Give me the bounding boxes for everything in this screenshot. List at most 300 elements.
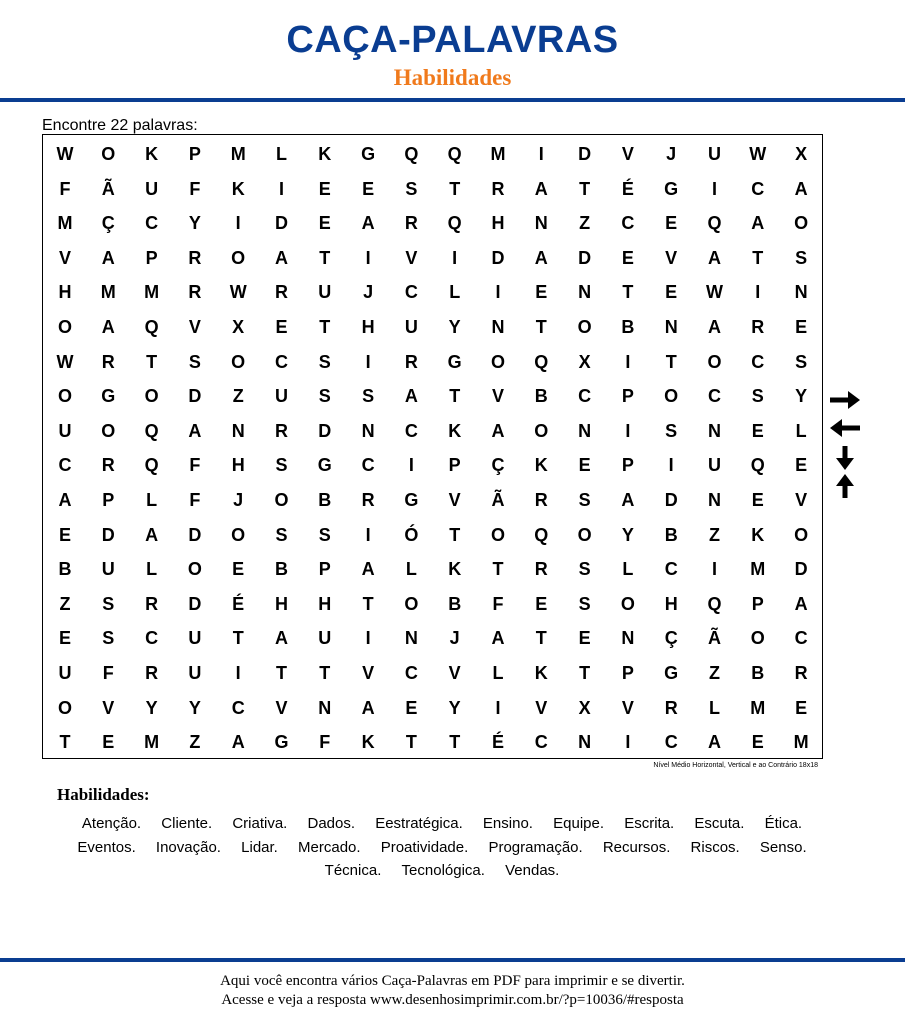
grid-cell[interactable]: O — [144, 386, 159, 407]
grid-cell[interactable]: T — [449, 178, 461, 199]
grid-cell[interactable]: E — [578, 455, 591, 476]
grid-cell[interactable]: Q — [144, 317, 159, 337]
grid-cell[interactable]: Q — [534, 524, 549, 545]
grid-cell[interactable]: C — [794, 628, 808, 649]
grid-cell[interactable]: V — [535, 697, 548, 718]
grid-cell[interactable]: I — [625, 351, 631, 372]
grid-cell[interactable]: R — [275, 282, 288, 303]
grid-cell[interactable]: E — [318, 178, 331, 199]
grid-cell[interactable]: G — [101, 386, 116, 407]
grid-cell[interactable]: E — [232, 559, 245, 580]
grid-cell[interactable]: T — [622, 282, 634, 303]
grid-cell[interactable]: E — [751, 732, 764, 753]
grid-cell[interactable]: E — [405, 697, 418, 718]
grid-cell[interactable]: D — [491, 247, 505, 268]
grid-cell[interactable]: A — [145, 524, 159, 545]
grid-cell[interactable]: Ç — [101, 213, 115, 234]
grid-cell[interactable]: P — [102, 490, 115, 510]
grid-cell[interactable]: E — [665, 282, 678, 303]
grid-cell[interactable]: G — [361, 144, 376, 164]
grid-cell[interactable]: M — [750, 559, 766, 580]
grid-cell[interactable]: N — [794, 282, 808, 303]
grid-cell[interactable]: O — [231, 524, 246, 545]
grid-cell[interactable]: S — [665, 420, 678, 441]
grid-cell[interactable]: K — [448, 420, 462, 441]
grid-cell[interactable]: O — [274, 490, 289, 510]
grid-cell[interactable]: L — [709, 697, 720, 718]
grid-cell[interactable]: N — [578, 732, 592, 753]
grid-cell[interactable]: E — [621, 247, 634, 268]
grid-cell[interactable]: T — [232, 628, 244, 649]
grid-cell[interactable]: C — [145, 628, 159, 649]
grid-cell[interactable]: L — [405, 559, 417, 580]
grid-cell[interactable]: Q — [707, 593, 722, 614]
grid-cell[interactable]: I — [452, 247, 458, 268]
grid-cell[interactable]: C — [404, 420, 418, 441]
grid-cell[interactable]: T — [665, 351, 677, 372]
grid-cell[interactable]: I — [365, 524, 371, 545]
grid-cell[interactable]: M — [793, 732, 809, 753]
grid-cell[interactable]: V — [102, 697, 115, 718]
grid-cell[interactable]: U — [58, 420, 72, 441]
grid-cell[interactable]: C — [751, 351, 765, 372]
grid-cell[interactable]: I — [668, 455, 674, 476]
grid-cell[interactable]: S — [318, 386, 331, 407]
grid-cell[interactable]: V — [188, 317, 201, 337]
grid-cell[interactable]: B — [751, 663, 765, 683]
grid-cell[interactable]: N — [361, 420, 375, 441]
grid-cell[interactable]: H — [58, 282, 72, 303]
grid-cell[interactable]: O — [534, 420, 549, 441]
grid-cell[interactable]: Ç — [664, 628, 678, 649]
grid-cell[interactable]: G — [447, 351, 462, 372]
grid-cell[interactable]: Z — [579, 213, 591, 234]
grid-cell[interactable]: A — [275, 247, 288, 268]
grid-cell[interactable]: R — [101, 455, 115, 476]
grid-cell[interactable]: A — [534, 247, 548, 268]
grid-cell[interactable]: R — [145, 593, 159, 614]
grid-cell[interactable]: A — [231, 732, 245, 753]
grid-cell[interactable]: G — [664, 178, 679, 199]
grid-cell[interactable]: L — [622, 559, 634, 580]
grid-cell[interactable]: S — [405, 178, 418, 199]
grid-cell[interactable]: V — [665, 247, 678, 268]
grid-cell[interactable]: O — [101, 144, 116, 164]
grid-cell[interactable]: E — [362, 178, 375, 199]
grid-cell[interactable]: G — [664, 663, 679, 683]
grid-cell[interactable]: Q — [750, 455, 765, 476]
grid-cell[interactable]: E — [751, 420, 764, 441]
grid-cell[interactable]: C — [664, 559, 678, 580]
grid-cell[interactable]: Ã — [708, 628, 721, 649]
grid-cell[interactable]: M — [144, 282, 160, 303]
grid-cell[interactable]: M — [230, 144, 246, 164]
grid-cell[interactable]: E — [751, 490, 764, 510]
grid-cell[interactable]: G — [317, 455, 332, 476]
grid-cell[interactable]: N — [664, 317, 678, 337]
grid-cell[interactable]: P — [621, 663, 634, 683]
grid-cell[interactable]: A — [491, 420, 505, 441]
grid-cell[interactable]: O — [490, 524, 505, 545]
grid-cell[interactable]: Y — [795, 386, 808, 407]
grid-cell[interactable]: N — [231, 420, 245, 441]
grid-cell[interactable]: Ç — [491, 455, 505, 476]
grid-cell[interactable]: H — [231, 455, 245, 476]
grid-cell[interactable]: P — [621, 455, 634, 476]
grid-cell[interactable]: V — [795, 490, 808, 510]
grid-cell[interactable]: D — [188, 386, 202, 407]
grid-cell[interactable]: T — [579, 178, 591, 199]
grid-cell[interactable]: T — [146, 351, 158, 372]
grid-cell[interactable]: O — [404, 593, 419, 614]
grid-cell[interactable]: Z — [59, 593, 71, 614]
grid-cell[interactable]: K — [534, 663, 548, 683]
grid-cell[interactable]: J — [233, 490, 244, 510]
grid-cell[interactable]: U — [404, 317, 418, 337]
grid-cell[interactable]: C — [404, 282, 418, 303]
grid-cell[interactable]: R — [794, 663, 808, 683]
grid-cell[interactable]: A — [361, 213, 375, 234]
grid-cell[interactable]: E — [795, 455, 808, 476]
grid-cell[interactable]: O — [490, 351, 505, 372]
grid-cell[interactable]: F — [102, 663, 114, 683]
grid-cell[interactable]: K — [231, 178, 245, 199]
grid-cell[interactable]: A — [101, 317, 115, 337]
grid-cell[interactable]: R — [534, 490, 548, 510]
grid-cell[interactable]: U — [101, 559, 115, 580]
grid-cell[interactable]: D — [275, 213, 288, 234]
grid-cell[interactable]: O — [187, 559, 202, 580]
grid-cell[interactable]: S — [102, 628, 115, 649]
grid-cell[interactable]: O — [231, 247, 246, 268]
grid-cell[interactable]: I — [625, 420, 631, 441]
grid-cell[interactable]: I — [235, 213, 241, 234]
grid-cell[interactable]: S — [362, 386, 375, 407]
grid-cell[interactable]: P — [145, 247, 158, 268]
grid-cell[interactable]: N — [404, 628, 418, 649]
grid-cell[interactable]: I — [408, 455, 414, 476]
grid-cell[interactable]: W — [56, 144, 74, 164]
grid-cell[interactable]: L — [795, 420, 807, 441]
grid-cell[interactable]: D — [578, 144, 592, 164]
grid-cell[interactable]: A — [708, 247, 721, 268]
grid-cell[interactable]: L — [146, 559, 158, 580]
grid-cell[interactable]: F — [189, 178, 201, 199]
grid-cell[interactable]: S — [795, 247, 808, 268]
grid-cell[interactable]: C — [751, 178, 765, 199]
grid-cell[interactable]: Y — [188, 697, 201, 718]
grid-cell[interactable]: C — [275, 351, 288, 372]
grid-cell[interactable]: R — [751, 317, 765, 337]
grid-cell[interactable]: A — [188, 420, 202, 441]
grid-cell[interactable]: B — [58, 559, 72, 580]
grid-cell[interactable]: E — [535, 282, 548, 303]
grid-cell[interactable]: N — [534, 213, 548, 234]
grid-cell[interactable]: K — [751, 524, 765, 545]
grid-cell[interactable]: O — [794, 213, 809, 234]
grid-cell[interactable]: R — [404, 213, 418, 234]
grid-cell[interactable]: P — [751, 593, 764, 614]
grid-cell[interactable]: A — [794, 593, 808, 614]
grid-cell[interactable]: O — [794, 524, 809, 545]
grid-cell[interactable]: K — [534, 455, 548, 476]
grid-cell[interactable]: D — [318, 420, 332, 441]
grid-cell[interactable]: R — [188, 247, 202, 268]
grid-cell[interactable]: E — [58, 524, 71, 545]
grid-cell[interactable]: U — [188, 628, 202, 649]
grid-cell[interactable]: J — [666, 144, 677, 164]
grid-cell[interactable]: U — [58, 663, 72, 683]
grid-cell[interactable]: T — [319, 317, 331, 337]
grid-cell[interactable]: E — [275, 317, 288, 337]
grid-cell[interactable]: Q — [404, 144, 419, 164]
grid-cell[interactable]: D — [188, 524, 202, 545]
grid-cell[interactable]: H — [361, 317, 375, 337]
grid-cell[interactable]: Y — [188, 213, 201, 234]
grid-cell[interactable]: I — [538, 144, 544, 164]
grid-cell[interactable]: W — [229, 282, 247, 303]
grid-cell[interactable]: F — [319, 732, 331, 753]
grid-cell[interactable]: R — [361, 490, 375, 510]
grid-cell[interactable]: U — [188, 663, 202, 683]
grid-cell[interactable]: I — [495, 282, 501, 303]
grid-cell[interactable]: V — [448, 490, 461, 510]
grid-cell[interactable]: V — [405, 247, 418, 268]
grid-cell[interactable]: E — [58, 628, 71, 649]
grid-cell[interactable]: C — [404, 663, 418, 683]
grid-cell[interactable]: Q — [447, 144, 462, 164]
grid-cell[interactable]: T — [405, 732, 417, 753]
grid-cell[interactable]: Y — [448, 697, 461, 718]
grid-cell[interactable]: X — [578, 351, 591, 372]
grid-cell[interactable]: C — [534, 732, 548, 753]
grid-cell[interactable]: V — [58, 247, 71, 268]
grid-cell[interactable]: S — [578, 490, 591, 510]
grid-cell[interactable]: Q — [144, 420, 159, 441]
grid-cell[interactable]: Z — [709, 663, 720, 683]
grid-cell[interactable]: O — [57, 386, 72, 407]
grid-cell[interactable]: G — [274, 732, 289, 753]
grid-cell[interactable]: A — [361, 697, 375, 718]
grid-cell[interactable]: Ó — [404, 524, 419, 545]
grid-cell[interactable]: T — [492, 559, 504, 580]
grid-cell[interactable]: P — [318, 559, 331, 580]
grid-cell[interactable]: H — [275, 593, 288, 614]
grid-cell[interactable]: O — [664, 386, 679, 407]
grid-cell[interactable]: E — [318, 213, 331, 234]
grid-cell[interactable]: C — [578, 386, 592, 407]
grid-cell[interactable]: O — [57, 697, 72, 718]
grid-cell[interactable]: I — [365, 247, 371, 268]
grid-cell[interactable]: S — [188, 351, 201, 372]
grid-cell[interactable]: R — [534, 559, 548, 580]
grid-cell[interactable]: T — [579, 663, 591, 683]
grid-cell[interactable]: C — [361, 455, 375, 476]
grid-cell[interactable]: Z — [189, 732, 201, 753]
grid-cell[interactable]: F — [59, 178, 71, 199]
grid-cell[interactable]: K — [448, 559, 462, 580]
grid-cell[interactable]: T — [276, 663, 287, 683]
grid-cell[interactable]: Y — [145, 697, 158, 718]
grid-cell[interactable]: A — [621, 490, 635, 510]
grid-cell[interactable]: L — [449, 282, 461, 303]
grid-cell[interactable]: A — [361, 559, 375, 580]
grid-cell[interactable]: U — [275, 386, 288, 407]
grid-cell[interactable]: S — [578, 559, 591, 580]
grid-cell[interactable]: B — [664, 524, 678, 545]
grid-cell[interactable]: L — [492, 663, 504, 683]
grid-cell[interactable]: G — [404, 490, 419, 510]
grid-cell[interactable]: I — [711, 178, 717, 199]
grid-cell[interactable]: M — [750, 697, 766, 718]
grid-cell[interactable]: T — [319, 663, 331, 683]
grid-cell[interactable]: A — [708, 317, 721, 337]
grid-cell[interactable]: N — [578, 282, 592, 303]
grid-cell[interactable]: P — [188, 144, 201, 164]
grid-cell[interactable]: R — [491, 178, 505, 199]
grid-cell[interactable]: X — [232, 317, 245, 337]
grid-cell[interactable]: É — [491, 732, 504, 753]
grid-cell[interactable]: V — [621, 144, 634, 164]
grid-cell[interactable]: U — [318, 628, 332, 649]
grid-cell[interactable]: I — [365, 628, 371, 649]
grid-cell[interactable]: C — [145, 213, 159, 234]
grid-cell[interactable]: D — [794, 559, 808, 580]
grid-cell[interactable]: I — [711, 559, 717, 580]
grid-cell[interactable]: M — [490, 144, 506, 164]
grid-cell[interactable]: N — [708, 420, 721, 441]
grid-cell[interactable]: V — [448, 663, 461, 683]
grid-cell[interactable]: T — [535, 317, 547, 337]
grid-cell[interactable]: C — [621, 213, 635, 234]
grid-cell[interactable]: B — [621, 317, 635, 337]
grid-cell[interactable]: X — [578, 697, 591, 718]
grid-cell[interactable]: D — [188, 593, 202, 614]
grid-cell[interactable]: Q — [534, 351, 549, 372]
grid-cell[interactable]: J — [363, 282, 374, 303]
grid-cell[interactable]: Z — [709, 524, 720, 545]
grid-cell[interactable]: W — [56, 351, 74, 372]
grid-cell[interactable]: V — [362, 663, 375, 683]
grid-cell[interactable]: W — [749, 144, 767, 164]
grid-cell[interactable]: A — [404, 386, 418, 407]
grid-cell[interactable]: M — [100, 282, 116, 303]
grid-cell[interactable]: I — [495, 697, 501, 718]
grid-cell[interactable]: R — [188, 282, 202, 303]
grid-cell[interactable]: E — [535, 593, 548, 614]
grid-cell[interactable]: F — [492, 593, 504, 614]
grid-cell[interactable]: B — [318, 490, 332, 510]
grid-cell[interactable]: Ã — [101, 178, 115, 199]
grid-cell[interactable]: P — [621, 386, 634, 407]
grid-cell[interactable]: I — [755, 282, 761, 303]
grid-cell[interactable]: K — [318, 144, 332, 164]
grid-cell[interactable]: Ã — [491, 490, 505, 510]
grid-cell[interactable]: Q — [707, 213, 722, 234]
grid-cell[interactable]: X — [795, 144, 808, 164]
grid-cell[interactable]: N — [318, 697, 332, 718]
grid-cell[interactable]: V — [621, 697, 634, 718]
grid-cell[interactable]: N — [578, 420, 592, 441]
grid-cell[interactable]: T — [449, 732, 461, 753]
grid-cell[interactable]: F — [189, 455, 201, 476]
grid-cell[interactable]: Y — [448, 317, 461, 337]
grid-cell[interactable]: A — [751, 213, 765, 234]
grid-cell[interactable]: O — [620, 593, 635, 614]
grid-cell[interactable]: N — [708, 490, 721, 510]
grid-cell[interactable]: Q — [447, 213, 462, 234]
grid-cell[interactable]: N — [491, 317, 505, 337]
grid-cell[interactable]: U — [318, 282, 332, 303]
grid-cell[interactable]: R — [101, 351, 115, 372]
grid-cell[interactable]: I — [625, 732, 631, 753]
grid-cell[interactable]: D — [101, 524, 115, 545]
grid-cell[interactable]: P — [448, 455, 461, 476]
grid-cell[interactable]: W — [706, 282, 723, 303]
grid-cell[interactable]: É — [621, 178, 634, 199]
grid-cell[interactable]: O — [101, 420, 116, 441]
grid-cell[interactable]: R — [664, 697, 678, 718]
grid-cell[interactable]: D — [664, 490, 678, 510]
grid-cell[interactable]: S — [318, 351, 331, 372]
grid-cell[interactable]: J — [449, 628, 460, 649]
grid-cell[interactable]: N — [621, 628, 635, 649]
grid-cell[interactable]: U — [145, 178, 159, 199]
grid-cell[interactable]: T — [449, 524, 461, 545]
grid-cell[interactable]: T — [59, 732, 71, 753]
grid-cell[interactable]: V — [275, 697, 288, 718]
grid-cell[interactable]: O — [707, 351, 722, 372]
grid-cell[interactable]: Q — [144, 455, 159, 476]
grid-cell[interactable]: S — [795, 351, 808, 372]
grid-cell[interactable]: S — [275, 524, 288, 545]
grid-cell[interactable]: H — [318, 593, 332, 614]
grid-cell[interactable]: A — [101, 247, 115, 268]
grid-cell[interactable]: H — [664, 593, 678, 614]
grid-cell[interactable]: B — [275, 559, 288, 580]
grid-cell[interactable]: F — [189, 490, 201, 510]
grid-cell[interactable]: S — [102, 593, 115, 614]
grid-cell[interactable]: A — [275, 628, 288, 649]
grid-cell[interactable]: T — [319, 247, 331, 268]
grid-cell[interactable]: A — [58, 490, 72, 510]
grid-cell[interactable]: I — [235, 663, 241, 683]
grid-cell[interactable]: O — [577, 524, 592, 545]
grid-cell[interactable]: R — [404, 351, 418, 372]
grid-cell[interactable]: I — [278, 178, 284, 199]
grid-cell[interactable]: C — [664, 732, 678, 753]
grid-cell[interactable]: U — [708, 455, 721, 476]
grid-cell[interactable]: E — [102, 732, 115, 753]
grid-cell[interactable]: E — [795, 317, 808, 337]
grid-cell[interactable]: B — [534, 386, 548, 407]
grid-cell[interactable]: M — [144, 732, 160, 753]
grid-cell[interactable]: T — [752, 247, 764, 268]
grid-cell[interactable]: A — [534, 178, 548, 199]
grid-cell[interactable]: V — [491, 386, 504, 407]
grid-cell[interactable]: O — [57, 317, 72, 337]
grid-cell[interactable]: C — [58, 455, 72, 476]
grid-cell[interactable]: E — [795, 697, 808, 718]
grid-cell[interactable]: T — [535, 628, 547, 649]
grid-cell[interactable]: R — [145, 663, 159, 683]
grid-cell[interactable]: A — [794, 178, 808, 199]
grid-cell[interactable]: O — [231, 351, 246, 372]
grid-cell[interactable]: C — [708, 386, 721, 407]
grid-cell[interactable]: Y — [621, 524, 634, 545]
grid-cell[interactable]: T — [362, 593, 374, 614]
grid-cell[interactable]: E — [665, 213, 678, 234]
